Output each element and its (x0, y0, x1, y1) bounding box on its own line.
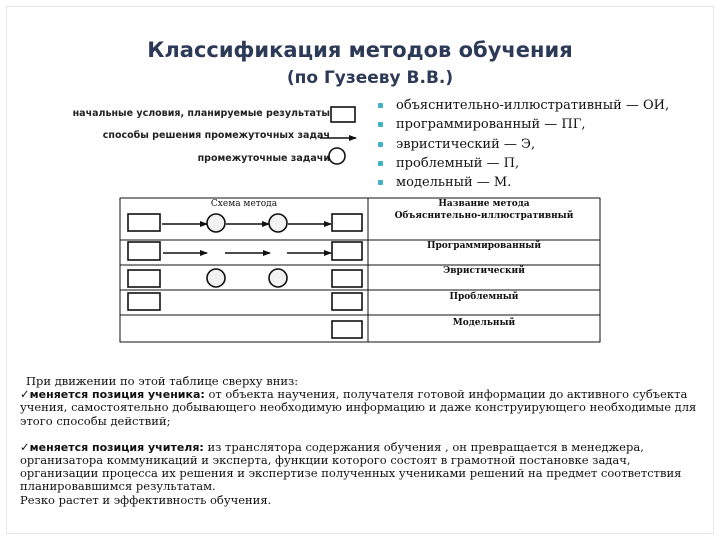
teacher-paragraph (20, 441, 710, 494)
conclusion-text: Резко растет и эффективность обучения. (20, 492, 272, 507)
teacher-heading: меняется позиция учителя: (29, 440, 204, 454)
student-paragraph (20, 388, 710, 428)
list-item: модельный — М. (378, 173, 669, 192)
table-cell-method: Проблемный (449, 292, 519, 302)
list-item: программированный — ПГ, (378, 115, 669, 134)
rectangle-icon (128, 214, 160, 231)
legend-label-rectangle: начальные условия, планируемые результаты (72, 108, 330, 119)
student-text: от объекта научения, получателя готовой информации до активного субъекта учения, самостоятельно добывающего необходимую информацию и даже конструирующего необходимые для этого способы действий; (20, 387, 697, 428)
circle-icon (269, 214, 287, 232)
circle-icon (207, 269, 225, 287)
rectangle-icon (128, 270, 160, 287)
rectangle-icon (332, 242, 362, 260)
rectangle-icon (332, 293, 362, 310)
table-cell-method: Программированный (427, 241, 541, 251)
slide-subtitle: (по Гузееву В.В.) (286, 68, 454, 88)
student-heading: меняется позиция ученика: (29, 388, 205, 402)
rectangle-icon (332, 270, 362, 287)
rectangle-icon (332, 214, 362, 231)
table-header-name: Название метода (438, 199, 530, 209)
check-icon: ✓ (20, 387, 30, 402)
table-cell-method: Модельный (452, 318, 516, 328)
rectangle-icon (332, 321, 362, 338)
table-header-scheme: Схема метода (210, 199, 278, 209)
legend-label-circle: промежуточные задачи (197, 153, 330, 164)
slide-title: Классификация методов обучения (147, 38, 573, 62)
circle-icon (207, 214, 225, 232)
teacher-text: из транслятора содержания обучения , он превращается в менеджера, организатора коммуникаций и эксперта, функции которого состоят в грамотной постановке задач, организации процесса их решения и экспертизе полученных учениками решений на предмет соответствия планировавшимся результатам. (20, 439, 682, 494)
rectangle-icon (128, 293, 160, 310)
explanation-text (20, 375, 710, 507)
list-item: объяснительно-иллюстративный — ОИ, (378, 96, 669, 115)
check-icon: ✓ (20, 439, 30, 454)
legend-circle-icon (329, 148, 345, 164)
table-cell-method: Эвристический (443, 266, 525, 276)
legend-label-arrow: способы решения промежуточных задач (102, 130, 330, 141)
circle-icon (269, 269, 287, 287)
legend-rectangle-icon (331, 107, 355, 122)
intro-text: При движении по этой таблице сверху вниз: (26, 374, 299, 388)
list-item: эвристический — Э, (378, 135, 669, 154)
rectangle-icon (128, 242, 160, 260)
list-item: проблемный — П, (378, 154, 669, 173)
table-cell-method: Объяснительно-иллюстративный (394, 211, 574, 221)
